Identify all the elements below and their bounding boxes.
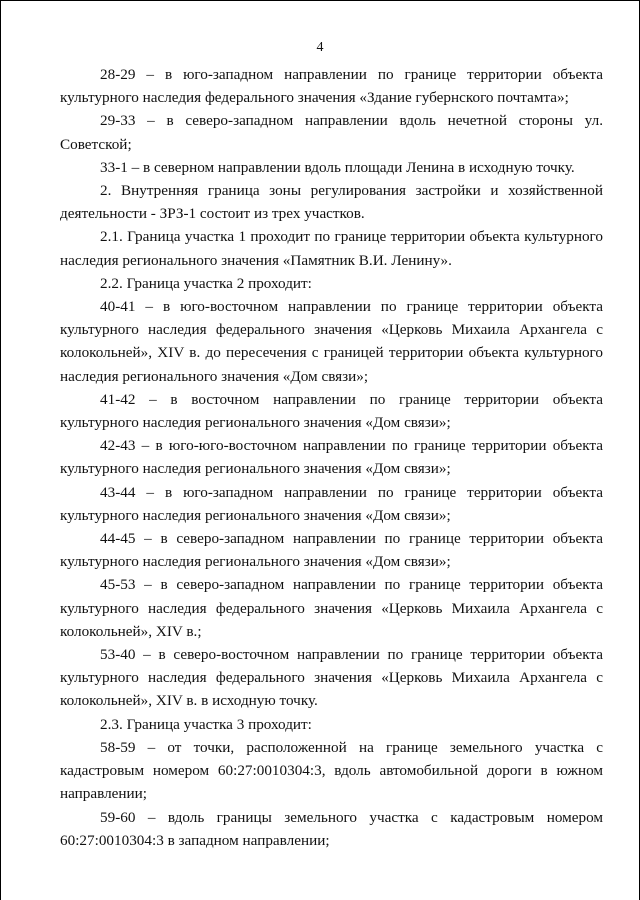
paragraph-section-2-2: 2.2. Граница участка 2 проходит: (100, 274, 312, 292)
page-number: 4 (316, 40, 324, 55)
paragraph-section-2: 2. Внутренняя граница зоны регулирования застройки и хозяйственной деятельности - ЗРЗ-1 состоит из трех участков. (60, 182, 603, 223)
paragraph-40-41: 40-41 – в юго-восточном направлении по границе территории объекта культурного наследия федерального значения «Церковь Михаила Архангела с колокольней», XIV в. до пересечения с границей территории объекта культурного наследия регионального значения «Дом связи»; (60, 298, 603, 385)
paragraph-section-2-3: 2.3. Граница участка 3 проходит: (100, 715, 312, 733)
paragraph-53-40: 53-40 – в северо-восточном направлении по границе территории объекта культурного наследия федерального значения «Церковь Михаила Архангела с колокольней», XIV в. в исходную точку. (60, 646, 603, 710)
paragraph-section-2-1: 2.1. Граница участка 1 проходит по границе территории объекта культурного наследия регионального значения «Памятник В.И. Ленину». (60, 228, 603, 269)
paragraph-44-45: 44-45 – в северо-западном направлении по границе территории объекта культурного наследия регионального значения «Дом связи»; (60, 530, 603, 571)
paragraph-41-42: 41-42 – в восточном направлении по границе территории объекта культурного наследия регионального значения «Дом связи»; (60, 390, 603, 432)
paragraph-33-1: 33-1 – в северном направлении вдоль площади Ленина в исходную точку. (100, 158, 575, 176)
paragraph-29-33: 29-33 – в северо-западном направлении вдоль нечетной стороны ул. Советской; (60, 112, 603, 153)
paragraph-59-60: 59-60 – вдоль границы земельного участка с кадастровым номером 60:27:0010304:3 в западном направлении; (60, 808, 603, 849)
paragraph-58-59: 58-59 – от точки, расположенной на границе земельного участка с кадастровым номером 60:27:0010304:3, вдоль автомобильной дороги в южном направлении; (60, 738, 603, 803)
document-body (60, 63, 603, 852)
paragraph-42-43: 42-43 – в юго-юго-восточном направлении по границе территории объекта культурного наследия регионального значения «Дом связи»; (60, 437, 603, 478)
paragraph-28-29: 28-29 – в юго-западном направлении по границе территории объекта культурного наследия федерального значения «Здание губернского почтамта»; (60, 66, 603, 107)
paragraph-45-53: 45-53 – в северо-западном направлении по границе территории объекта культурного наследия федерального значения «Церковь Михаила Архангела с колокольней», XIV в.; (60, 576, 603, 640)
paragraph-43-44: 43-44 – в юго-западном направлении по границе территории объекта культурного наследия регионального значения «Дом связи»; (60, 483, 603, 524)
